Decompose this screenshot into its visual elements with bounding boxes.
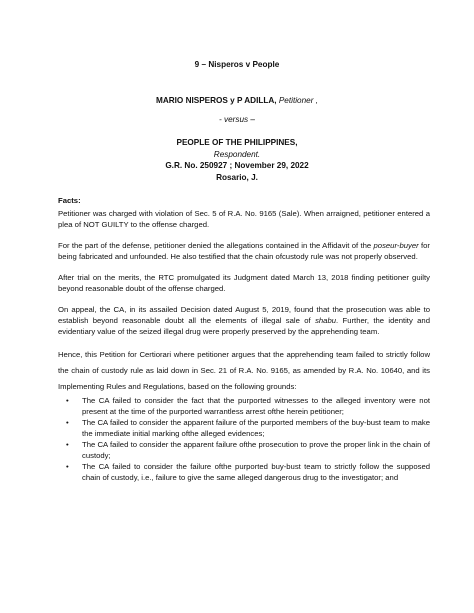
facts-heading: Facts: (58, 196, 81, 205)
list-item (66, 439, 430, 461)
document-body (58, 195, 430, 483)
bullet-icon: • (66, 418, 69, 427)
paragraph-5: Hence, this Petition for Certiorari where petitioner argues that the apprehending team failed to strictly follow the chain of custody rule as laid down in Sec. 21 of R.A. No. 9165, as amended by R.A. No. 10640, and its Implementing Rules and Regulations, based on the following grounds: (58, 350, 430, 391)
paragraph-3: After trial on the merits, the RTC promulgated its Judgment dated March 13, 2018 finding petitioner guilty beyond reasonable doubt of the offense charged. (58, 273, 430, 293)
bullet-icon: • (66, 396, 69, 405)
ponente: Rosario, J. (216, 172, 258, 182)
list-item-text: The CA failed to consider the fact that the purported witnesses to the alleged inventory were not present at the time of the purported warrantless arrest ofthe herein petitioner; (82, 396, 430, 416)
bullet-icon: • (66, 462, 69, 471)
grounds-list (58, 395, 430, 483)
petitioner-line (0, 96, 474, 105)
petitioner-name: MARIO NISPEROS y P ADILLA, (156, 96, 277, 105)
paragraph-4-text-c: . Further, the identity and evidentiary value of the seized illegal drug were properly preserved by the apprehending team. (58, 316, 430, 336)
paragraph-2-term: poseur-buyer (373, 241, 419, 250)
paragraph-4 (58, 304, 430, 337)
paragraph-4-text-a: On appeal, the CA, in its assailed Decision dated August 5, 2019, found that the prosecution was able to establish beyond reasonable doubt all the elements of illegal sale of (58, 305, 430, 325)
bullet-icon: • (66, 440, 69, 449)
list-item (66, 395, 430, 417)
list-item (66, 461, 430, 483)
respondent-name: PEOPLE OF THE PHILIPPINES, (176, 138, 298, 147)
respondent-block (0, 137, 474, 183)
paragraph-4-term: shabu (315, 316, 337, 325)
list-item-text: The CA failed to consider the apparent failure of the purported members of the buy-bust team to make the immediate initial marking ofthe alleged evidences; (82, 418, 430, 438)
paragraph-1: Petitioner was charged with violation of Sec. 5 of R.A. No. 9165 (Sale). When arraigned, petitioner entered a plea of NOT GUILTY to the offense charged. (58, 209, 430, 229)
paragraph-2-text-c: for being fabricated and unfounded. He also testified that the chain ofcustody rule was not properly observed. (58, 241, 430, 261)
list-item (66, 417, 430, 439)
list-item-text: The CA failed to consider the failure ofthe purported buy-bust team to strictly follow the supposed chain of custody, i.e., failure to give the same alleged dangerous drug to the investigator; and (82, 462, 430, 482)
gr-number: G.R. No. 250927 ; November 29, 2022 (165, 161, 309, 170)
paragraph-2-text-a: For the part of the defense, petitioner denied the allegations contained in the Affidavit of the (58, 241, 374, 250)
petitioner-role: Petitioner , (276, 96, 318, 105)
paragraph-2 (58, 240, 430, 262)
versus-line: - versus – (219, 115, 255, 124)
case-title: 9 – Nisperos v People (194, 60, 280, 69)
respondent-role: Respondent. (213, 149, 261, 159)
list-item-text: The CA failed to consider the apparent failure ofthe prosecution to prove the proper link in the chain of custody; (82, 440, 430, 460)
